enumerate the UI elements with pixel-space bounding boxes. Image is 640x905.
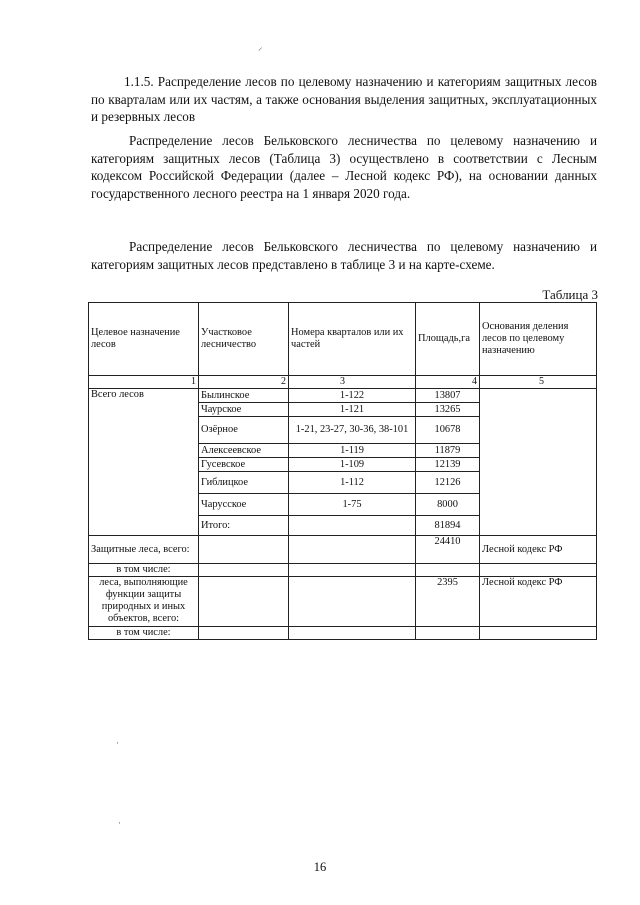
area-value: 11879 — [416, 444, 480, 458]
district-name: Гиблицкое — [199, 472, 289, 494]
district-name: Гусевское — [199, 458, 289, 472]
header-quarters: Номера кварталов или их частей — [289, 303, 416, 376]
empty-cell — [289, 536, 416, 564]
area-value: 8000 — [416, 494, 480, 516]
forest-distribution-table — [88, 302, 597, 640]
table-row — [89, 389, 597, 403]
empty-cell — [289, 577, 416, 627]
header-area: Площадь,га — [416, 303, 480, 376]
area-value: 10678 — [416, 417, 480, 444]
header-basis: Основания деления лесов по целевому назначению — [480, 303, 597, 376]
empty-cell — [199, 627, 289, 640]
protective-row — [89, 536, 597, 564]
functions-label: леса, выполняющие функции защиты природных и иных объектов, всего: — [89, 577, 199, 627]
column-number: 2 — [199, 376, 289, 389]
including-row — [89, 564, 597, 577]
empty-cell — [416, 627, 480, 640]
empty-cell — [199, 577, 289, 627]
table-caption: Таблица 3 — [542, 287, 598, 302]
protective-basis: Лесной кодекс РФ — [480, 536, 597, 564]
protective-label: Защитные леса, всего: — [89, 536, 199, 564]
itogo-label: Итого: — [199, 516, 289, 536]
column-number: 1 — [89, 376, 199, 389]
quarter-numbers: 1-21, 23-27, 30-36, 38-101 — [289, 417, 416, 444]
total-forests-label: Всего лесов — [89, 389, 199, 536]
scan-speck: · — [116, 738, 119, 748]
quarter-numbers: 1-119 — [289, 444, 416, 458]
paragraph-1: Распределение лесов Бельковского лесничества по целевому назначению и категориям защитных лесов (Таблица 3) осуществлено в соответствии с Лесным кодексом Российской Федерации (далее – Лесной кодекс РФ), на основании данных государственного лесного реестра на 1 января 2020 года. — [91, 133, 597, 201]
including-label: в том числе: — [89, 564, 199, 577]
district-name: Чаурское — [199, 403, 289, 417]
table-header-row — [89, 303, 597, 376]
empty-cell — [199, 564, 289, 577]
column-number: 4 — [416, 376, 480, 389]
protective-area: 24410 — [416, 536, 480, 564]
functions-row — [89, 577, 597, 627]
including-label-2: в том числе: — [89, 627, 199, 640]
empty-cell — [289, 627, 416, 640]
empty-cell — [199, 536, 289, 564]
empty-cell — [289, 516, 416, 536]
district-name: Алексеевское — [199, 444, 289, 458]
area-value: 12126 — [416, 472, 480, 494]
area-value: 13265 — [416, 403, 480, 417]
quarter-numbers: 1-122 — [289, 389, 416, 403]
quarter-numbers: 1-75 — [289, 494, 416, 516]
itogo-area: 81894 — [416, 516, 480, 536]
area-value: 13807 — [416, 389, 480, 403]
paragraph-2: Распределение лесов Бельковского лесничества по целевому назначению и категориям защитных лесов представлено в таблице 3 и на карте-схеме. — [91, 239, 597, 272]
district-name: Чарусское — [199, 494, 289, 516]
scan-speck: · — [118, 818, 121, 828]
empty-cell — [416, 564, 480, 577]
page-number: 16 — [313, 860, 327, 874]
functions-basis: Лесной кодекс РФ — [480, 577, 597, 627]
column-number: 3 — [289, 376, 416, 389]
empty-cell — [289, 564, 416, 577]
empty-cell — [480, 627, 597, 640]
district-name: Былинское — [199, 389, 289, 403]
column-number: 5 — [480, 376, 597, 389]
column-number-row — [89, 376, 597, 389]
basis-cell-empty — [480, 389, 597, 536]
functions-area: 2395 — [416, 577, 480, 627]
area-value: 12139 — [416, 458, 480, 472]
header-purpose: Целевое назначение лесов — [89, 303, 199, 376]
quarter-numbers: 1-109 — [289, 458, 416, 472]
scan-speck: ⸝ — [258, 42, 263, 52]
quarter-numbers: 1-121 — [289, 403, 416, 417]
header-district: Участковое лесничество — [199, 303, 289, 376]
section-heading: 1.1.5. Распределение лесов по целевому назначению и категориям защитных лесов по кварталам или их частям, а также основания выделения защитных, эксплуатационных и резервных лесов — [91, 74, 597, 125]
empty-cell — [480, 564, 597, 577]
quarter-numbers: 1-112 — [289, 472, 416, 494]
including-row-2 — [89, 627, 597, 640]
district-name: Озёрное — [199, 417, 289, 444]
